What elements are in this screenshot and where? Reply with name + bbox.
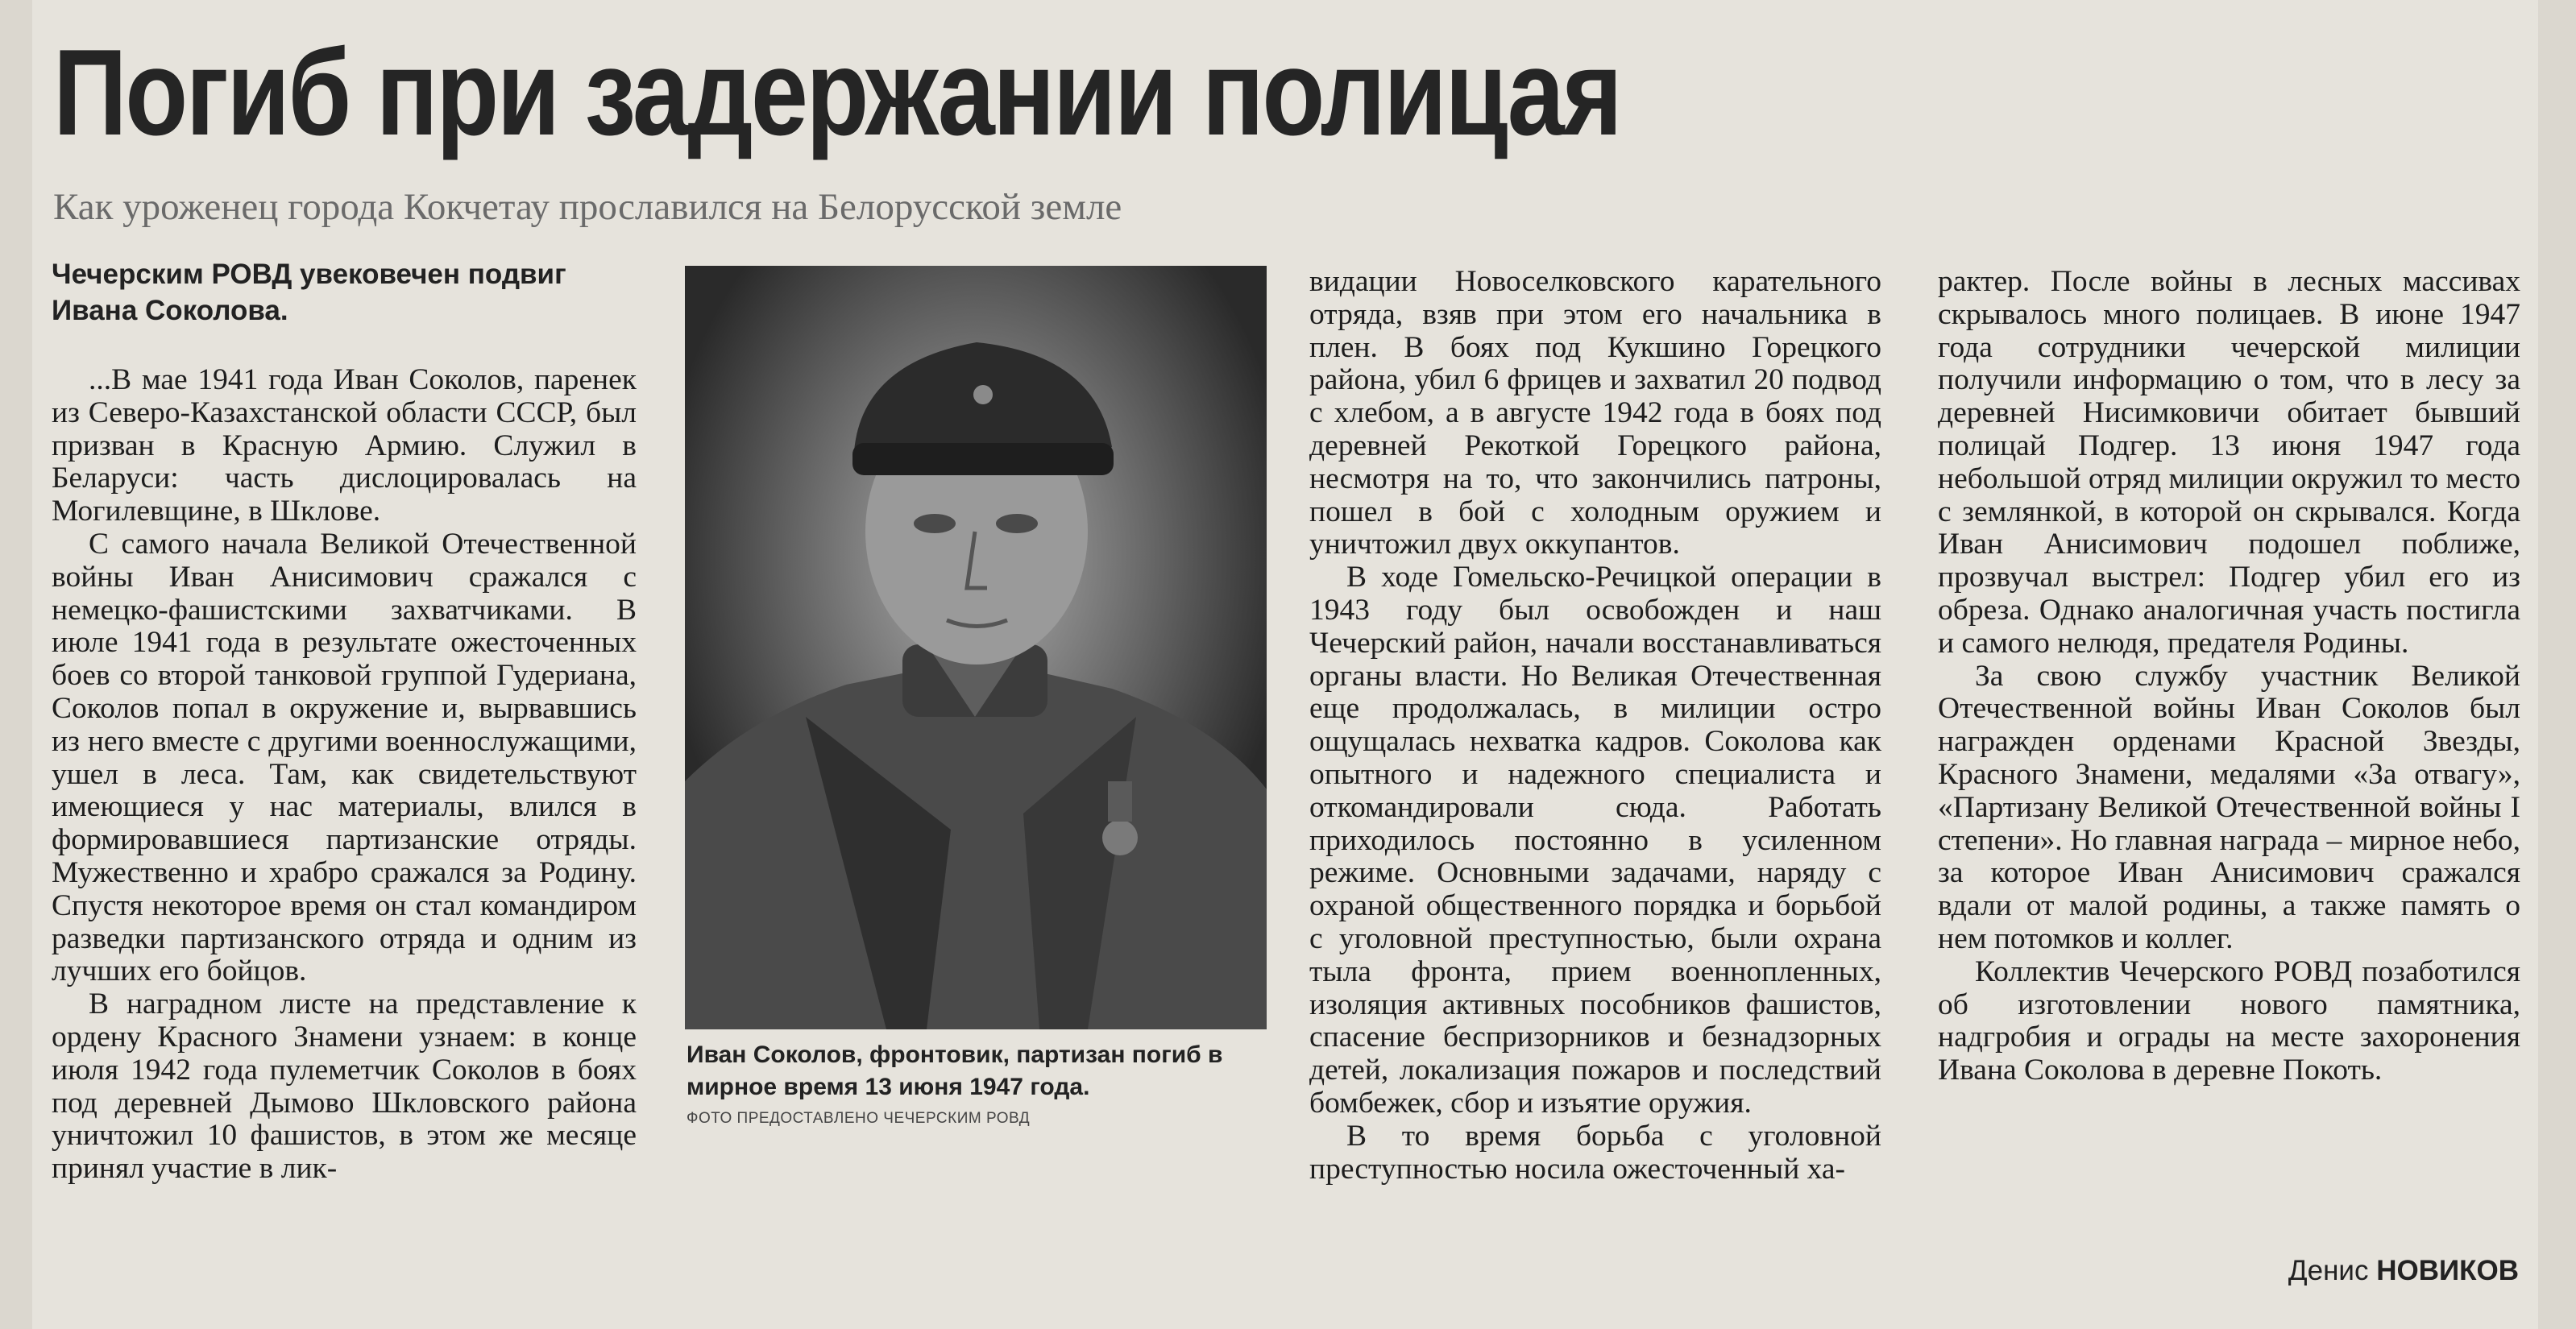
article-column-1 xyxy=(52,364,637,1186)
adjacent-page-edge-right xyxy=(2538,0,2576,1329)
paragraph: В ходе Гомельско-Речицкой операции в 1943 году был освобожден и наш Чечерский район, начали восстанавливаться органы власти. Но Великая Отечественная еще продолжалась, в милиции остро ощущалась нехватка кадров. Соколова как опытного и надежного специалиста и откомандировали сюда. Работать приходилось постоянно в усиленном режиме. Основными задачами, наряду с охраной общественного порядка и борьбой с уголовной преступностью, были охрана тыла фронта, прием военнопленных, изоляция активных пособников фашистов, спасение беспризорников и безнадзорных детей, локализация пожаров и последствий бомбежек, сбор и изъятие оружия. xyxy=(1309,561,1881,1120)
article-author xyxy=(2232,1255,2519,1287)
paragraph: С самого начала Великой Отечественной войны Иван Анисимович сражался с немецко-фашистскими захватчиками. В июле 1941 года в результате ожесточенных боев со второй танковой группой Гудериана, Соколов попал в окружение и, вырвавшись из него вместе с другими военнослужащими, ушел в леса. Там, как свидетельствуют имеющиеся у нас материалы, влился в формировавшиеся партизанские отряды. Мужественно и храбро сражался за Родину. Спустя некоторое время он стал командиром разведки партизанского отряда и одним из лучших его бойцов. xyxy=(52,527,637,988)
paragraph: видации Новоселковского карательного отряда, взяв при этом его начальника в плен. В боях под Кукшино Горецкого района, убил 6 фрицев и захватил 20 подвод с хлебом, а в августе 1942 года в боях под деревней Рекоткой Горецкого района, несмотря на то, что закончились патроны, пошел в бой с холодным оружием и уничтожил двух оккупантов. xyxy=(1309,265,1881,561)
photo-credit: ФОТО ПРЕДОСТАВЛЕНО ЧЕЧЕРСКИМ РОВД xyxy=(687,1110,1031,1127)
photo-caption: Иван Соколов, фронтовик, партизан погиб в мирное время 13 июня 1947 года. xyxy=(687,1041,1223,1100)
paragraph: рактер. После войны в лесных массивах скрывалось много полицаев. В июне 1947 года сотрудники чечерской милиции получили информацию о том, что в лесу за деревней Нисимковичи обитает бывший полицай Подгер. 13 июня 1947 года небольшой отряд милиции окружил то место с землянкой, в которой он скрывался. Когда Иван Анисимович подошел поближе, прозвучал выстрел: Подгер убил его из обреза. Однако аналогичная участь постигла и самого нелюдя, предателя Родины. xyxy=(1938,265,2520,660)
author-first-name: Денис xyxy=(2288,1255,2369,1286)
portrait-photo xyxy=(685,266,1267,1029)
portrait-illustration xyxy=(685,266,1267,1029)
paragraph: Коллектив Чечерского РОВД позаботился об изготовлении нового памятника, надгробия и ограды на месте захоронения Ивана Соколова в деревне Покоть. xyxy=(1938,954,2520,1087)
article-lead: Чечерским РОВД увековечен подвиг Ивана Соколова. xyxy=(52,259,566,326)
article-column-3 xyxy=(1938,266,2520,1087)
adjacent-page-edge-left xyxy=(0,0,32,1329)
paragraph: В то время борьба с уголовной преступностью носила ожесточенный ха- xyxy=(1309,1119,1881,1186)
author-last-name: НОВИКОВ xyxy=(2376,1255,2519,1286)
article-column-2 xyxy=(1309,266,1881,1186)
paragraph: ...В мае 1941 года Иван Соколов, паренек из Северо-Казахстанской области СССР, был призван в Красную Армию. Служил в Беларуси: часть дислоцировалась на Могилевщине, в Шклове. xyxy=(52,363,637,528)
paragraph: В наградном листе на представление к ордену Красного Знамени узнаем: в конце июля 1942 года пулеметчик Соколов в боях под деревней Дымово Шкловского района уничтожил 10 фашистов, в этом же месяце принял участие в лик- xyxy=(52,987,637,1186)
paragraph: За свою службу участник Великой Отечественной войны Иван Соколов был награжден орденами Красной Звезды, Красного Знамени, медалями «За отвагу», «Партизану Великой Отечественной войны I степени». Но главная награда – мирное небо, за которое Иван Анисимович сражался вдали от малой родины, а также память о нем потомков и коллег. xyxy=(1938,659,2520,955)
article-subheadline: Как уроженец города Кокчетау прославился на Белорусской земле xyxy=(53,186,1122,228)
article-headline: Погиб при задержании полицая xyxy=(53,24,1621,161)
